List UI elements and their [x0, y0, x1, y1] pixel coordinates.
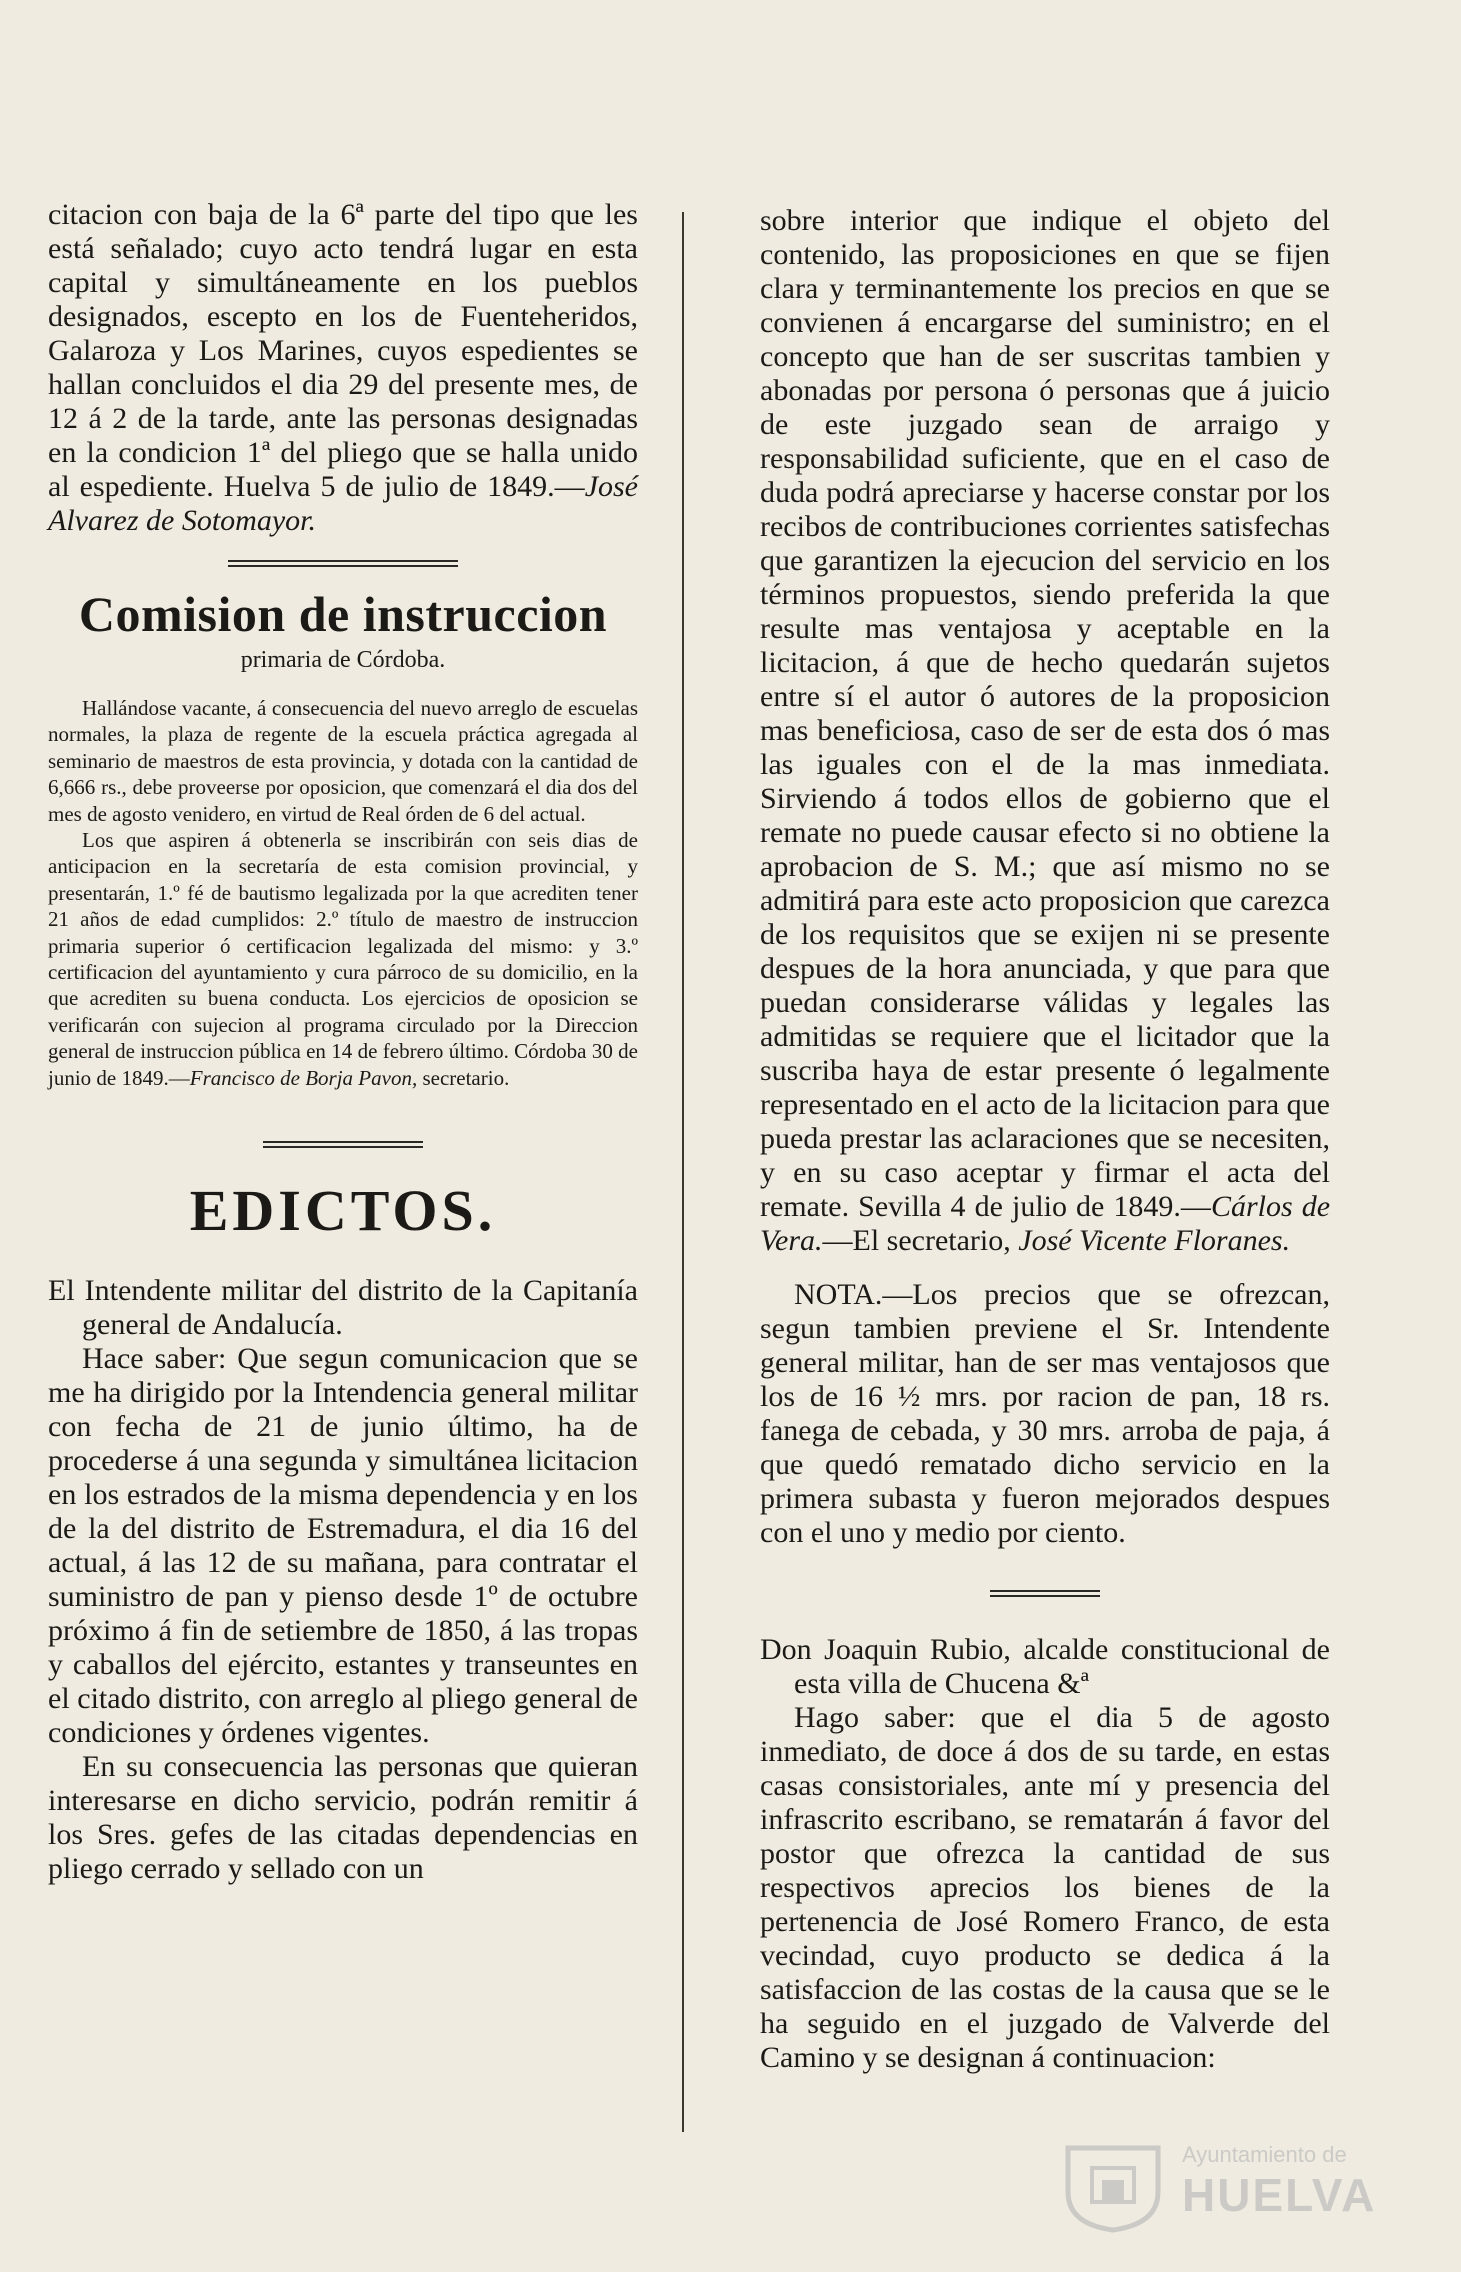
nota-label: NOTA.	[794, 1278, 883, 1311]
comision-paragraph-1: Hallándose vacante, á consecuencia del nuevo arreglo de escuelas normales, la plaza de regente de la escuela práctica agregada al seminario de maestros de esta provincia, y dotada con la cantidad de 6,666 rs., debe proveerse por oposicion, que comenzará el dia dos del mes de agosto venidero, en virtud de Real órden de 6 del actual.	[48, 696, 638, 826]
watermark-line-1: Ayuntamiento de	[1182, 2142, 1347, 2167]
comision-paragraph-2: Los que aspiren á obtenerla se inscribirán con seis dias de anticipacion en la secretaría de esta comision provincial, y presentarán, 1.º fé de bautismo legalizada por la que acrediten tener 21 años de edad cumplidos: 2.º título de maestro de instruccion primaria superior ó certificacion legalizada del mismo: y 3.º certificacion del ayuntamiento y cura párroco de su domicilio, en la que acrediten su buena conducta. Los ejercicios de oposicion se verificarán con sujecion al programa circulado por la Direccion general de instruccion pública en 14 de febrero último. Córdoba 30 de junio de 1849.—Francisco de Borja Pavon, secretario.	[48, 828, 638, 1090]
intendente-heading: El Intendente militar del distrito de la Capitanía general de Andalucía.	[48, 1274, 638, 1342]
intro-paragraph: citacion con baja de la 6ª parte del tipo que les está señalado; cuyo acto tendrá lugar en esta capital y simultáneamente en los pueblos designados, escepto en los de Fuenteheridos, Galaroza y Los Marines, cuyos espedientes se hallan concluidos el dia 29 del presente mes, de 12 á 2 de la tarde, ante las personas designadas en la condicion 1ª del pliego que se halla unido al espediente. Huelva 5 de julio de 1849.—José Alvarez de Sotomayor.	[48, 198, 638, 537]
intendente-paragraph-1: Hace saber: Que segun comunicacion que se me ha dirigido por la Intendencia general militar con fecha de 21 de junio último, ha de procederse á una segunda y simultánea licitacion en los estrados de la misma dependencia y en los de la del distrito de Estremadura, el dia 16 del actual, á las 12 de su mañana, para contratar el suministro de pan y pienso desde 1º de octubre próximo á fin de setiembre de 1850, á las tropas y caballos del ejército, estantes y transeuntes en el citado distrito, con arreglo al pliego general de condiciones y órdenes vigentes.	[48, 1342, 638, 1750]
signature-vera: Cárlos de Vera.	[760, 1190, 1331, 1257]
crest-icon	[1058, 2142, 1168, 2234]
watermark-huelva	[1052, 2138, 1392, 2238]
right-column	[760, 204, 1330, 2075]
intro-signature: José Alvarez de Sotomayor.	[48, 470, 638, 537]
comision-signature-role: secretario.	[422, 1065, 510, 1090]
edictos-title: EDICTOS.	[189, 1178, 497, 1244]
section-divider-2	[48, 1141, 638, 1148]
comision-subtitle: primaria de Córdoba.	[240, 647, 446, 673]
left-column	[48, 198, 638, 1886]
nota-paragraph: NOTA.—Los precios que se ofrezcan, segun tambien previene el Sr. Intendente general militar, han de ser mas ventajosos que los de 16 ½ mrs. por racion de pan, 18 rs. fanega de cebada, y 30 mrs. arroba de paja, á que quedó rematado dicho servicio en la primera subasta y fueron mejorados despues con el uno y medio por ciento.	[760, 1278, 1330, 1549]
rubio-paragraph-1: Hago saber: que el dia 5 de agosto inmediato, de doce á dos de su tarde, en estas casas consistoriales, ante mí y presencia del infrascrito escribano, se rematarán á favor del postor que ofrezca la cantidad de sus respectivos aprecios los bienes de la pertenencia de José Romero Franco, de esta vecindad, cuyo producto se dedica á la satisfaccion de las costas de la causa que se le ha seguido en el juzgado de Valverde del Camino y se designan á continuacion:	[760, 1701, 1330, 2074]
continuation-paragraph: sobre interior que indique el objeto del contenido, las proposiciones en que se fijen clara y terminantemente los precios en que se convienen á encargarse del suministro; en el concepto que han de ser suscritas tambien y abonadas por persona ó personas que á juicio de este juzgado sean de arraigo y responsabilidad suficiente, que en el caso de duda podrá apreciarse y hacerse constar por los recibos de contribuciones corrientes satisfechas que garantizen la ejecucion del servicio en los términos propuestos, siendo preferida la que resulte mas ventajosa y aceptable en la licitacion, á que de hecho quedarán sujetos entre sí el autor ó autores de la proposicion mas beneficiosa, caso de ser de esta dos ó mas las iguales con el de la mas inmediata. Sirviendo á todos ellos de gobierno que el remate no puede causar efecto si no obtiene la aprobacion de S. M.; que así mismo no se admitirá para este acto proposicion que carezca de los requisitos que se exijen ni se presente despues de la hora anunciada, y que para que puedan considerarse válidas y legales las admitidas se requiere que el licitador que la suscriba haya de estar presente ó legalmente representado en el acto de la licitacion para que pueda prestar las aclaraciones que se necesiten, y en su caso aceptar y firmar el acta del remate. Sevilla 4 de julio de 1849.—Cárlos de Vera.—El secretario, José Vicente Floranes.	[760, 204, 1331, 1257]
section-divider-3	[760, 1590, 1330, 1597]
watermark-line-2: HUELVA	[1182, 2169, 1377, 2221]
comision-signature: Francisco de Borja Pavon,	[189, 1065, 418, 1090]
column-divider	[682, 212, 684, 2132]
section-divider	[48, 560, 638, 567]
intendente-paragraph-2: En su consecuencia las personas que quieran interesarse en dicho servicio, podrán remitir á los Sres. gefes de las citadas dependencias en pliego cerrado y sellado con un	[48, 1750, 638, 1886]
signature-floranes: José Vicente Floranes.	[1018, 1224, 1291, 1257]
rubio-heading: Don Joaquin Rubio, alcalde constitucional de esta villa de Chucena &ª	[760, 1633, 1330, 1700]
comision-title: Comision de instruccion	[78, 586, 608, 642]
